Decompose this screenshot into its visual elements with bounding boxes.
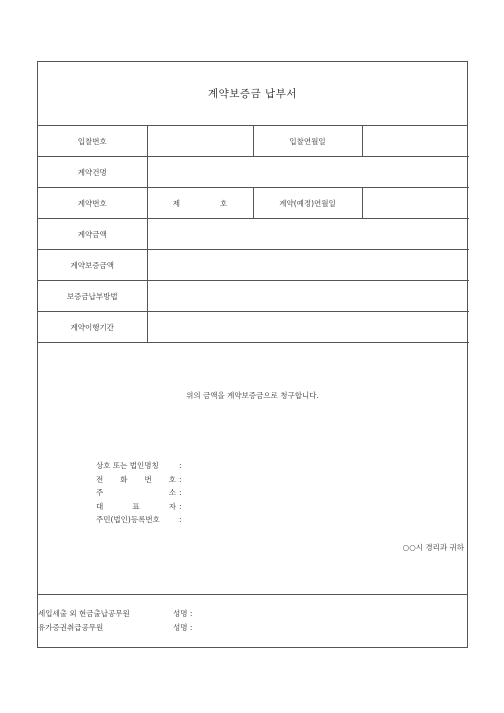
representative-label xyxy=(96,500,176,514)
contract-name-label: 계약건명 xyxy=(38,157,147,188)
company-colon: : xyxy=(179,461,182,470)
contract-date-label: 계약(예정)연월일 xyxy=(253,188,362,219)
address-colon: : xyxy=(179,488,182,497)
phone-label-char: 화 xyxy=(120,474,128,484)
reg-no-colon: : xyxy=(179,515,182,524)
contract-name-value-cell[interactable] xyxy=(147,157,469,188)
payment-method-value-cell[interactable] xyxy=(147,281,469,312)
phone-label-char: 전 xyxy=(96,474,104,484)
reg-no-line xyxy=(96,513,182,527)
contract-date-value-cell[interactable] xyxy=(362,188,469,219)
bid-date-value-cell[interactable] xyxy=(362,126,469,157)
cashier-name-suffix: 성명 : xyxy=(173,609,193,618)
page-title: 계약보증금 납부서 xyxy=(208,88,297,100)
securities-line xyxy=(38,621,192,635)
contract-no-suffix: 호 xyxy=(220,198,228,208)
official-signatures xyxy=(38,607,192,635)
address-label-char: 소 xyxy=(168,488,176,497)
row-contract-no xyxy=(38,188,469,219)
cashier-line xyxy=(38,607,192,621)
title-area xyxy=(38,62,467,126)
request-text: 위의 금액을 계약보증금으로 청구합니다. xyxy=(186,391,319,400)
request-area xyxy=(38,342,467,595)
period-label: 계약이행기간 xyxy=(38,312,147,343)
row-bid xyxy=(38,126,469,157)
address-label-char: 주 xyxy=(96,488,104,497)
cashier-label: 세입세출 외 현금출납공무원 xyxy=(38,609,130,618)
representative-colon: : xyxy=(179,501,182,511)
row-contract-amount xyxy=(38,219,469,250)
row-deposit-amount xyxy=(38,250,469,281)
deposit-amount-label: 계약보증금액 xyxy=(38,250,147,281)
address-label xyxy=(96,486,176,500)
phone-line xyxy=(96,473,182,487)
deposit-amount-value-cell[interactable] xyxy=(147,250,469,281)
securities-label: 유가증권취급공무원 xyxy=(38,623,104,632)
reg-no-label: 주민(법인)등록번호 xyxy=(96,515,160,524)
payment-method-label: 보증금납부방법 xyxy=(38,281,147,312)
contract-no-value-cell[interactable] xyxy=(147,188,253,219)
contract-no-label: 계약번호 xyxy=(38,188,147,219)
representative-label-char: 대 xyxy=(96,501,104,511)
contract-no-template xyxy=(148,198,253,209)
company-label: 상호 또는 법인명칭 xyxy=(96,461,159,470)
bid-no-label: 입찰번호 xyxy=(38,126,147,157)
representative-line xyxy=(96,500,182,514)
payment-form xyxy=(37,61,468,648)
addressee: ○○시 경리과 귀하 xyxy=(402,543,464,552)
bid-date-label: 입찰연월일 xyxy=(253,126,362,157)
row-period xyxy=(38,312,469,343)
period-value-cell[interactable] xyxy=(147,312,469,343)
bid-no-value-cell[interactable] xyxy=(147,126,253,157)
row-payment-method xyxy=(38,281,469,312)
applicant-info xyxy=(96,459,182,527)
phone-label-char: 번 xyxy=(144,474,152,484)
company-line xyxy=(96,459,182,473)
phone-label xyxy=(96,473,176,487)
securities-name-suffix: 성명 : xyxy=(173,623,193,632)
row-contract-name xyxy=(38,157,469,188)
representative-label-char: 표 xyxy=(132,501,140,511)
contract-amount-value-cell[interactable] xyxy=(147,219,469,250)
form-grid xyxy=(38,126,469,343)
phone-label-char: 호 xyxy=(168,474,176,484)
representative-label-char: 자 xyxy=(168,501,176,511)
contract-amount-label: 계약금액 xyxy=(38,219,147,250)
contract-no-prefix: 제 xyxy=(172,198,180,208)
address-line xyxy=(96,486,182,500)
phone-colon: : xyxy=(179,474,182,484)
